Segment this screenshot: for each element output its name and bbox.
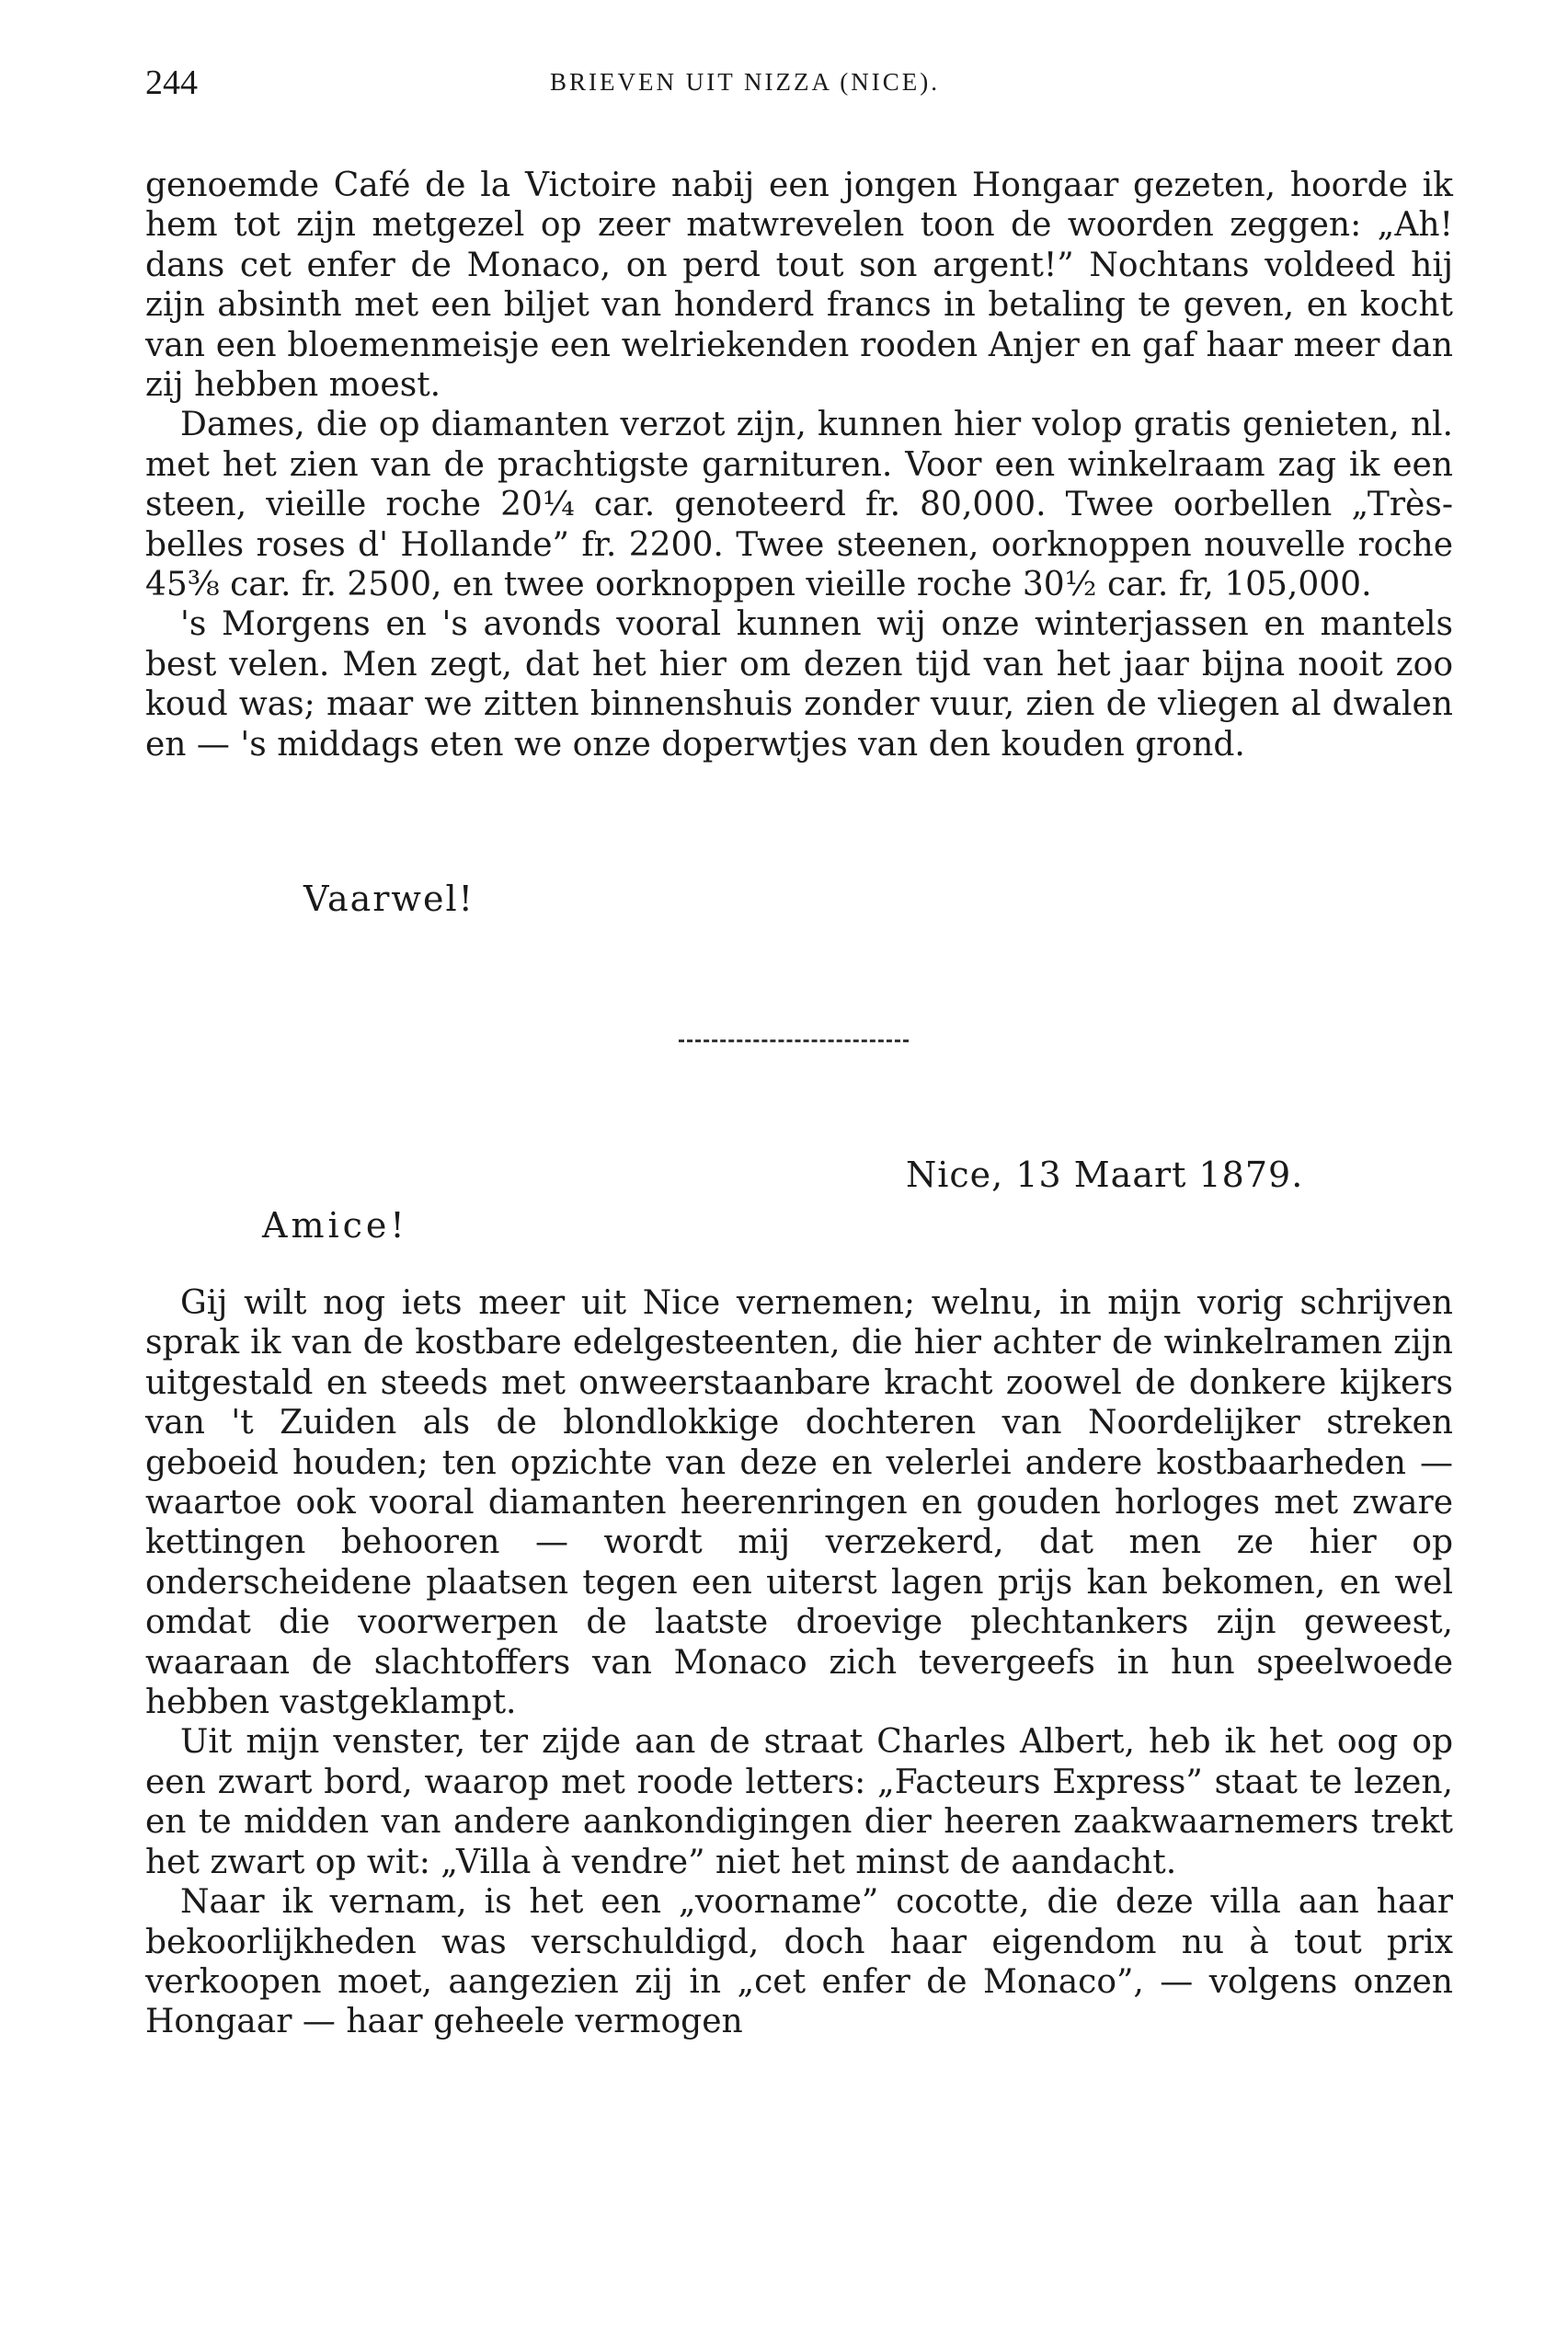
letter-two-body <box>145 1283 1453 2042</box>
letter-one-body <box>145 166 1453 764</box>
paragraph: Uit mijn venster, ter zijde aan de straat Charles Albert, heb ik het oog op een zwart bord, waarop met roode letters: „Facteurs Express” staat te lezen, en te midden van andere aankondigingen dier heeren zaakwaarnemers trekt het zwart op wit: „Villa à vendre” niet het minst de aandacht. <box>145 1723 1453 1881</box>
farewell: Vaarwel! <box>303 879 475 919</box>
salutation: Amice! <box>262 1205 408 1246</box>
dateline: Nice, 13 Maart 1879. <box>906 1155 1304 1195</box>
section-separator <box>679 1040 909 1042</box>
page-number: 244 <box>145 63 198 102</box>
paragraph: Naar ik vernam, is het een „voorname” cocotte, die deze villa aan haar bekoorlijkheden was verschuldigd, doch haar eigendom nu à tout prix verkoopen moet, aangezien zij in „cet enfer de Monaco”, — volgens onzen Hongaar — haar geheele vermogen <box>145 1883 1453 2041</box>
paragraph: 's Morgens en 's avonds vooral kunnen wij onze winterjassen en mantels best velen. Men zegt, dat het hier om dezen tijd van het jaar bijna nooit zoo koud was; maar we zitten binnenshuis zonder vuur, zien de vliegen al dwalen en — 's middags eten we onze doperwtjes van den kouden grond. <box>145 605 1453 764</box>
running-head <box>145 63 1451 109</box>
paragraph: genoemde Café de la Victoire nabij een jongen Hongaar gezeten, hoorde ik hem tot zijn metgezel op zeer matwrevelen toon de woorden zeggen: „Ah! dans cet enfer de Monaco, on perd tout son argent!” Nochtans voldeed hij zijn absinth met een biljet van honderd francs in betaling te geven, en kocht van een bloemenmeisje een welriekenden rooden Anjer en gaf haar meer dan zij hebben moest. <box>145 167 1453 405</box>
paragraph: Dames, die op diamanten verzot zijn, kunnen hier volop gratis genieten, nl. met het zien van de prachtigste garnituren. Voor een winkelraam zag ik een steen, vieille roche 20¼ car. genoteerd fr. 80,000. Twee oorbellen „Très-belles roses d' Hollande” fr. 2200. Twee steenen, oorknoppen nouvelle roche 45⅜ car. fr. 2500, en twee oorknoppen vieille roche 30½ car. fr, 105,000. <box>145 406 1453 604</box>
paragraph: Gij wilt nog iets meer uit Nice vernemen; welnu, in mijn vorig schrijven sprak ik van de kostbare edelgesteenten, die hier achter de winkelramen zijn uitgestald en steeds met onweerstaanbare kracht zoowel de donkere kijkers van 't Zuiden als de blondlokkige dochteren van Noordelijker streken geboeid houden; ten opzichte van deze en velerlei andere kostbaarheden — waartoe ook vooral diamanten heerenringen en gouden horloges met zware kettingen behooren — wordt mij verzekerd, dat men ze hier op onderscheidene plaatsen tegen een uiterst lagen prijs kan bekomen, en wel omdat die voorwerpen de laatste droevige plechtankers zijn geweest, waaraan de slachtoffers van Monaco zich tevergeefs in hun speelwoede hebben vastgeklampt. <box>145 1284 1453 1722</box>
running-title: BRIEVEN UIT NIZZA (NICE). <box>550 68 940 96</box>
